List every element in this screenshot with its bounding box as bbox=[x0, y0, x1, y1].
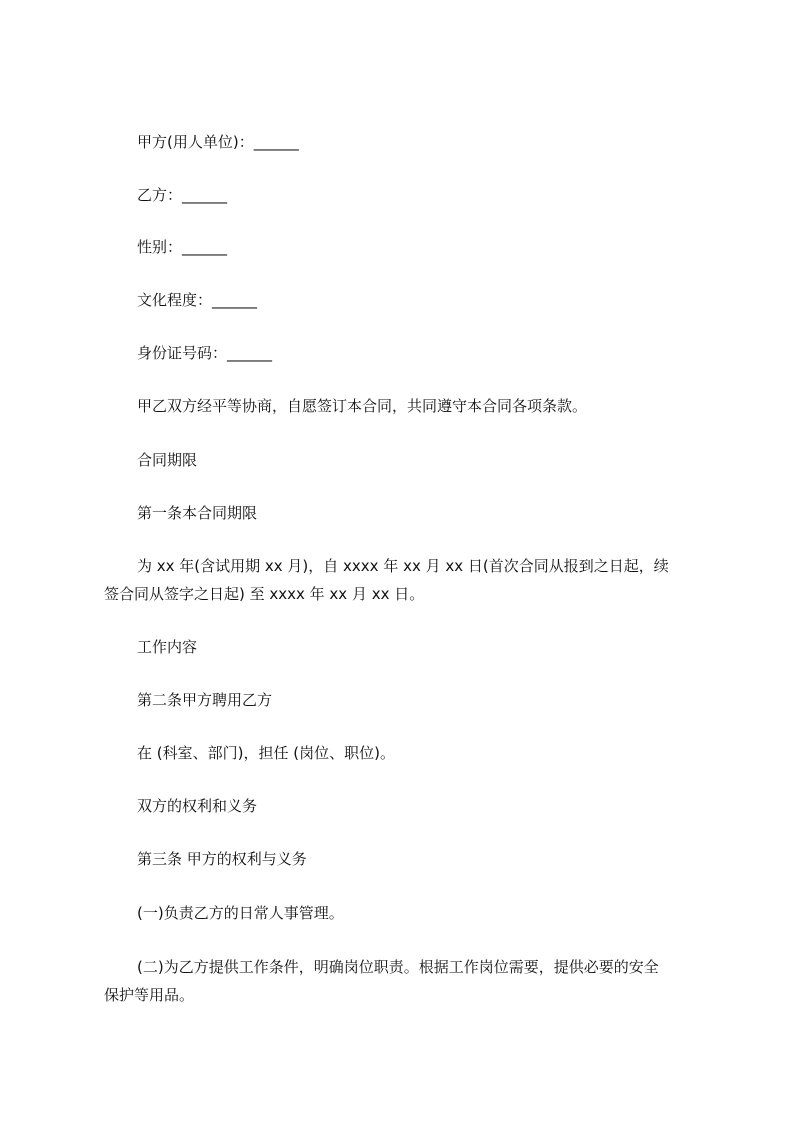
education-line: 文化程度：______ bbox=[137, 291, 258, 309]
article-3-item-2-line-2: 保护等用品。 bbox=[104, 986, 195, 1004]
article-3-item-2-line-1: (二)为乙方提供工作条件，明确岗位职责。根据工作岗位需要，提供必要的安全 bbox=[137, 958, 659, 976]
article-3-item-1: (一)负责乙方的日常人事管理。 bbox=[137, 904, 344, 922]
article-3-title: 第三条 甲方的权利与义务 bbox=[137, 850, 307, 868]
party-a-line: 甲方(用人单位)：______ bbox=[137, 133, 299, 151]
intro-paragraph: 甲乙双方经平等协商，自愿签订本合同，共同遵守本合同各项条款。 bbox=[137, 397, 588, 415]
id-number-line: 身份证号码：______ bbox=[137, 344, 273, 362]
article-1-body-line-2: 签合同从签字之日起) 至 xxxx 年 xx 月 xx 日。 bbox=[104, 585, 425, 603]
section-heading-rights: 双方的权利和义务 bbox=[137, 797, 258, 815]
article-2-title: 第二条甲方聘用乙方 bbox=[137, 691, 273, 709]
article-1-body-line-1: 为 xx 年(含试用期 xx 月)，自 xxxx 年 xx 月 xx 日(首次合同从报到之日起，续 bbox=[137, 557, 669, 575]
section-heading-term: 合同期限 bbox=[137, 451, 198, 469]
gender-line: 性别：______ bbox=[137, 238, 228, 256]
article-1-title: 第一条本合同期限 bbox=[137, 504, 258, 522]
party-b-line: 乙方：______ bbox=[137, 186, 228, 204]
section-heading-work: 工作内容 bbox=[137, 638, 198, 656]
article-2-body: 在 (科室、部门)，担任 (岗位、职位)。 bbox=[137, 744, 395, 762]
